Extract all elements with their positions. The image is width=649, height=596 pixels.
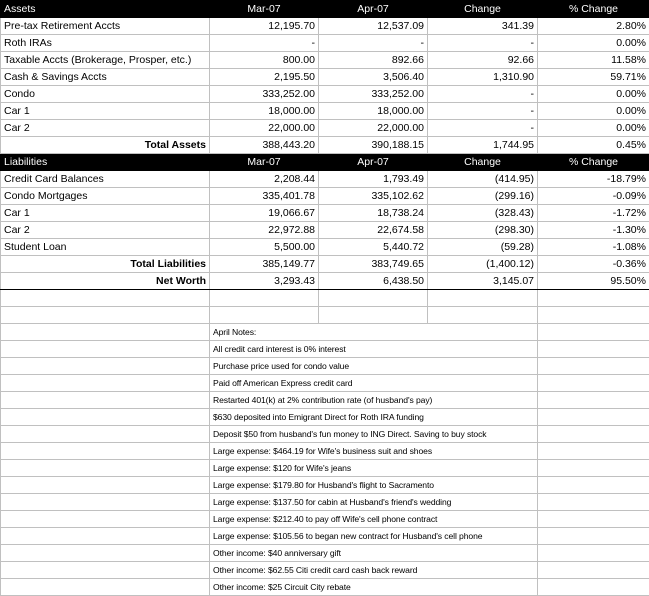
net-worth-label[interactable]: Net Worth xyxy=(1,273,210,290)
asset-pct-change-value[interactable]: 0.00% xyxy=(538,120,649,137)
asset-mar-value[interactable]: 2,195.50 xyxy=(210,69,319,86)
asset-apr-value[interactable]: 3,506.40 xyxy=(319,69,428,86)
empty-cell[interactable] xyxy=(538,358,649,375)
note-cell[interactable]: Large expense: $179.80 for Husband's flight to Sacramento xyxy=(210,477,538,494)
asset-apr-value[interactable]: 18,000.00 xyxy=(319,103,428,120)
note-row xyxy=(1,324,649,341)
empty-cell[interactable] xyxy=(210,307,319,324)
empty-cell[interactable] xyxy=(538,426,649,443)
asset-row xyxy=(1,103,649,120)
liability-label[interactable]: Car 2 xyxy=(1,222,210,239)
liability-change-value[interactable]: (414.95) xyxy=(428,171,538,188)
note-row xyxy=(1,341,649,358)
empty-cell[interactable] xyxy=(1,409,210,426)
empty-cell[interactable] xyxy=(1,392,210,409)
note-row xyxy=(1,494,649,511)
note-row xyxy=(1,562,649,579)
liability-mar-value[interactable]: 335,401.78 xyxy=(210,188,319,205)
empty-cell[interactable] xyxy=(1,324,210,341)
assets-header-label[interactable]: Assets xyxy=(1,1,210,18)
total-liabilities-change[interactable]: (1,400.12) xyxy=(428,256,538,273)
liabilities-header-label[interactable]: Liabilities xyxy=(1,154,210,171)
net-worth-apr[interactable]: 6,438.50 xyxy=(319,273,428,290)
empty-cell[interactable] xyxy=(538,443,649,460)
asset-apr-value[interactable]: 12,537.09 xyxy=(319,18,428,35)
asset-change-value[interactable]: 92.66 xyxy=(428,52,538,69)
net-worth-change[interactable]: 3,145.07 xyxy=(428,273,538,290)
liability-apr-value[interactable]: 22,674.58 xyxy=(319,222,428,239)
empty-cell[interactable] xyxy=(538,545,649,562)
empty-cell[interactable] xyxy=(1,358,210,375)
asset-label[interactable]: Car 2 xyxy=(1,120,210,137)
asset-label[interactable]: Condo xyxy=(1,86,210,103)
liability-apr-value[interactable]: 5,440.72 xyxy=(319,239,428,256)
asset-row xyxy=(1,69,649,86)
empty-cell[interactable] xyxy=(538,528,649,545)
note-cell[interactable]: Large expense: $137.50 for cabin at Husband's friend's wedding xyxy=(210,494,538,511)
empty-cell[interactable] xyxy=(1,562,210,579)
total-assets-label[interactable]: Total Assets xyxy=(1,137,210,154)
assets-header-col[interactable]: Mar-07 xyxy=(210,1,319,18)
note-row xyxy=(1,443,649,460)
liability-label[interactable]: Credit Card Balances xyxy=(1,171,210,188)
liabilities-header-col[interactable]: Mar-07 xyxy=(210,154,319,171)
asset-change-value[interactable]: - xyxy=(428,86,538,103)
note-cell[interactable]: Other income: $62.55 Citi credit card cash back reward xyxy=(210,562,538,579)
empty-cell[interactable] xyxy=(319,290,428,307)
liability-pct-change-value[interactable]: -1.30% xyxy=(538,222,649,239)
note-cell[interactable]: Large expense: $212.40 to pay off Wife's cell phone contract xyxy=(210,511,538,528)
asset-apr-value[interactable]: 892.66 xyxy=(319,52,428,69)
asset-row xyxy=(1,120,649,137)
note-cell[interactable]: April Notes: xyxy=(210,324,538,341)
liability-row xyxy=(1,222,649,239)
liability-row xyxy=(1,205,649,222)
liability-apr-value[interactable]: 335,102.62 xyxy=(319,188,428,205)
liability-change-value[interactable]: (59.28) xyxy=(428,239,538,256)
note-row xyxy=(1,358,649,375)
liability-mar-value[interactable]: 2,208.44 xyxy=(210,171,319,188)
liability-change-value[interactable]: (328.43) xyxy=(428,205,538,222)
asset-pct-change-value[interactable]: 2.80% xyxy=(538,18,649,35)
total-assets-pct[interactable]: 0.45% xyxy=(538,137,649,154)
asset-change-value[interactable]: 341.39 xyxy=(428,18,538,35)
note-cell[interactable]: $630 deposited into Emigrant Direct for Roth IRA funding xyxy=(210,409,538,426)
note-row xyxy=(1,375,649,392)
asset-mar-value[interactable]: 333,252.00 xyxy=(210,86,319,103)
empty-cell[interactable] xyxy=(538,341,649,358)
liability-change-value[interactable]: (298.30) xyxy=(428,222,538,239)
total-liabilities-apr[interactable]: 383,749.65 xyxy=(319,256,428,273)
asset-pct-change-value[interactable]: 0.00% xyxy=(538,35,649,52)
empty-cell[interactable] xyxy=(428,290,538,307)
net-worth-mar[interactable]: 3,293.43 xyxy=(210,273,319,290)
note-row xyxy=(1,392,649,409)
liability-pct-change-value[interactable]: -1.72% xyxy=(538,205,649,222)
liability-label[interactable]: Condo Mortgages xyxy=(1,188,210,205)
note-row xyxy=(1,579,649,596)
asset-change-value[interactable]: - xyxy=(428,35,538,52)
asset-apr-value[interactable]: 333,252.00 xyxy=(319,86,428,103)
empty-cell[interactable] xyxy=(428,307,538,324)
asset-mar-value[interactable]: 18,000.00 xyxy=(210,103,319,120)
assets-header-col[interactable]: Apr-07 xyxy=(319,1,428,18)
asset-pct-change-value[interactable]: 11.58% xyxy=(538,52,649,69)
asset-apr-value[interactable]: 22,000.00 xyxy=(319,120,428,137)
note-cell[interactable]: Large expense: $464.19 for Wife's business suit and shoes xyxy=(210,443,538,460)
asset-label[interactable]: Taxable Accts (Brokerage, Prosper, etc.) xyxy=(1,52,210,69)
asset-change-value[interactable]: - xyxy=(428,120,538,137)
liability-row xyxy=(1,188,649,205)
assets-header-col[interactable]: % Change xyxy=(538,1,649,18)
empty-cell[interactable] xyxy=(319,307,428,324)
note-cell[interactable]: Large expense: $120 for Wife's jeans xyxy=(210,460,538,477)
asset-pct-change-value[interactable]: 0.00% xyxy=(538,86,649,103)
note-cell[interactable]: Restarted 401(k) at 2% contribution rate (of husband's pay) xyxy=(210,392,538,409)
empty-cell[interactable] xyxy=(1,545,210,562)
liability-pct-change-value[interactable]: -1.08% xyxy=(538,239,649,256)
empty-cell[interactable] xyxy=(1,477,210,494)
sheet-body xyxy=(1,1,649,596)
total-liabilities-mar[interactable]: 385,149.77 xyxy=(210,256,319,273)
note-row xyxy=(1,477,649,494)
empty-cell[interactable] xyxy=(538,290,649,307)
asset-mar-value[interactable]: 12,195.70 xyxy=(210,18,319,35)
liability-apr-value[interactable]: 1,793.49 xyxy=(319,171,428,188)
empty-cell[interactable] xyxy=(538,579,649,596)
assets-header-row xyxy=(1,1,649,18)
note-cell[interactable]: Purchase price used for condo value xyxy=(210,358,538,375)
liability-mar-value[interactable]: 19,066.67 xyxy=(210,205,319,222)
total-liabilities-row xyxy=(1,256,649,273)
note-cell[interactable]: Deposit $50 from husband's fun money to ING Direct. Saving to buy stock xyxy=(210,426,538,443)
empty-cell[interactable] xyxy=(538,307,649,324)
liability-row xyxy=(1,239,649,256)
note-row xyxy=(1,409,649,426)
liability-mar-value[interactable]: 5,500.00 xyxy=(210,239,319,256)
empty-cell[interactable] xyxy=(1,426,210,443)
empty-cell[interactable] xyxy=(1,290,210,307)
asset-apr-value[interactable]: - xyxy=(319,35,428,52)
note-cell[interactable]: Other income: $25 Circuit City rebate xyxy=(210,579,538,596)
liability-row xyxy=(1,171,649,188)
note-cell[interactable]: Large expense: $105.56 to began new contract for Husband's cell phone xyxy=(210,528,538,545)
empty-cell[interactable] xyxy=(538,511,649,528)
liability-mar-value[interactable]: 22,972.88 xyxy=(210,222,319,239)
liability-apr-value[interactable]: 18,738.24 xyxy=(319,205,428,222)
note-row xyxy=(1,426,649,443)
note-cell[interactable]: Paid off American Express credit card xyxy=(210,375,538,392)
total-assets-apr[interactable]: 390,188.15 xyxy=(319,137,428,154)
asset-mar-value[interactable]: 22,000.00 xyxy=(210,120,319,137)
total-liabilities-label[interactable]: Total Liabilities xyxy=(1,256,210,273)
asset-change-value[interactable]: 1,310.90 xyxy=(428,69,538,86)
note-cell[interactable]: All credit card interest is 0% interest xyxy=(210,341,538,358)
note-row xyxy=(1,511,649,528)
asset-label[interactable]: Roth IRAs xyxy=(1,35,210,52)
asset-label[interactable]: Car 1 xyxy=(1,103,210,120)
liability-label[interactable]: Student Loan xyxy=(1,239,210,256)
liability-pct-change-value[interactable]: -0.09% xyxy=(538,188,649,205)
empty-cell[interactable] xyxy=(1,579,210,596)
empty-cell[interactable] xyxy=(1,494,210,511)
net-worth-pct[interactable]: 95.50% xyxy=(538,273,649,290)
empty-cell[interactable] xyxy=(538,494,649,511)
empty-cell[interactable] xyxy=(538,409,649,426)
liabilities-header-col[interactable]: % Change xyxy=(538,154,649,171)
asset-mar-value[interactable]: 800.00 xyxy=(210,52,319,69)
empty-cell[interactable] xyxy=(1,341,210,358)
liability-label[interactable]: Car 1 xyxy=(1,205,210,222)
asset-row xyxy=(1,86,649,103)
liabilities-header-col[interactable]: Apr-07 xyxy=(319,154,428,171)
liability-pct-change-value[interactable]: -18.79% xyxy=(538,171,649,188)
empty-row xyxy=(1,307,649,324)
empty-cell[interactable] xyxy=(1,375,210,392)
asset-change-value[interactable]: - xyxy=(428,103,538,120)
asset-pct-change-value[interactable]: 0.00% xyxy=(538,103,649,120)
net-worth-row xyxy=(1,273,649,290)
empty-cell[interactable] xyxy=(1,443,210,460)
asset-row xyxy=(1,18,649,35)
note-row xyxy=(1,545,649,562)
asset-row xyxy=(1,52,649,69)
total-assets-change[interactable]: 1,744.95 xyxy=(428,137,538,154)
empty-cell[interactable] xyxy=(1,511,210,528)
assets-header-col[interactable]: Change xyxy=(428,1,538,18)
empty-cell[interactable] xyxy=(538,392,649,409)
asset-label[interactable]: Cash & Savings Accts xyxy=(1,69,210,86)
liability-change-value[interactable]: (299.16) xyxy=(428,188,538,205)
total-assets-row xyxy=(1,137,649,154)
asset-pct-change-value[interactable]: 59.71% xyxy=(538,69,649,86)
note-row xyxy=(1,460,649,477)
empty-cell[interactable] xyxy=(538,375,649,392)
note-row xyxy=(1,528,649,545)
empty-cell[interactable] xyxy=(1,528,210,545)
total-assets-mar[interactable]: 388,443.20 xyxy=(210,137,319,154)
asset-row xyxy=(1,35,649,52)
empty-cell[interactable] xyxy=(538,324,649,341)
empty-cell[interactable] xyxy=(538,562,649,579)
empty-cell[interactable] xyxy=(210,290,319,307)
note-cell[interactable]: Other income: $40 anniversary gift xyxy=(210,545,538,562)
empty-cell[interactable] xyxy=(538,460,649,477)
empty-row xyxy=(1,290,649,307)
liabilities-header-col[interactable]: Change xyxy=(428,154,538,171)
total-liabilities-pct[interactable]: -0.36% xyxy=(538,256,649,273)
asset-mar-value[interactable]: - xyxy=(210,35,319,52)
empty-cell[interactable] xyxy=(1,460,210,477)
liabilities-header-row xyxy=(1,154,649,171)
empty-cell[interactable] xyxy=(538,477,649,494)
asset-label[interactable]: Pre-tax Retirement Accts xyxy=(1,18,210,35)
empty-cell[interactable] xyxy=(1,307,210,324)
